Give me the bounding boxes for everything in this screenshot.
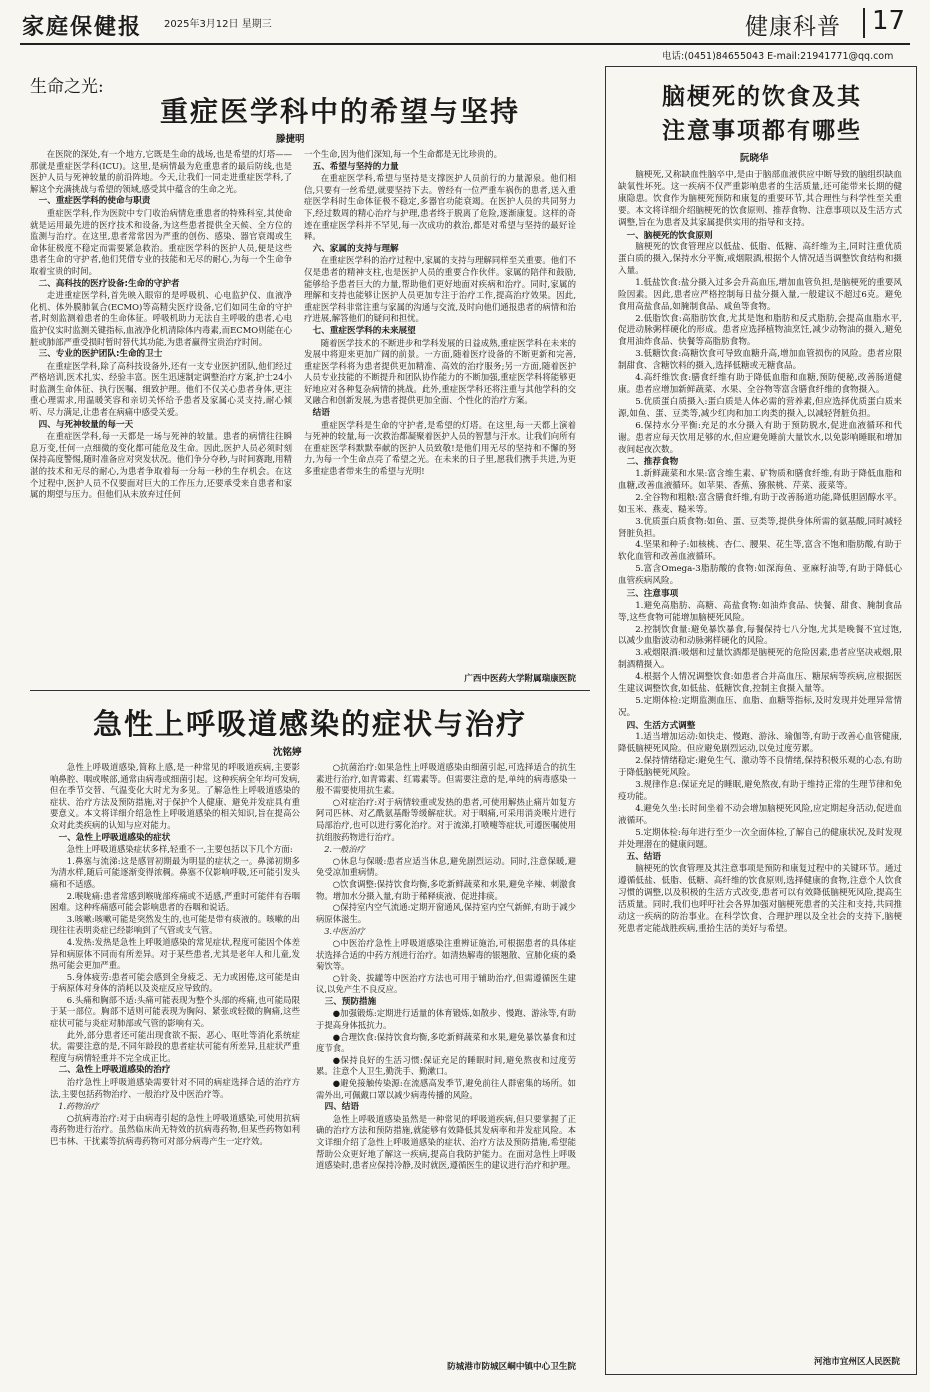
article3-author: 阮晓华: [740, 153, 769, 164]
paragraph: 3.低糖饮食:高糖饮食可导致血糖升高,增加血管损伤的风险。患者应限制甜食、含糖饮料的摄入,选择低糖或无糖食品。: [618, 349, 902, 372]
paragraph: 脑梗死的饮食管理及其注意事项是预防和康复过程中的关键环节。通过遵循低盐、低脂、低糖、高纤维的饮食原则,选择健康的食物,注意个人饮食习惯的调整,以及积极的生活方式改变,患者可以有效降低脑梗死风险,提高生活质量。同时,我们也呼吁社会各界加强对脑梗死患者的关注和支持,共同推动这一疾病的防治事业。在科学饮食、合理护理以及全社会的支持下,脑梗死患者定能战胜疾病,重拾生活的美好与希望。: [618, 864, 902, 934]
paragraph: ○抗菌治疗:如果急性上呼吸道感染由细菌引起,可选择适合的抗生素进行治疗,如青霉素、红霉素等。但需要注意的是,单纯的病毒感染一般不需要使用抗生素。: [316, 762, 576, 796]
paragraph: 3.规律作息:保证充足的睡眠,避免熬夜,有助于维持正常的生理节律和免疫功能。: [618, 779, 902, 802]
paragraph: 重症医学科,作为医院中专门收治病情危重患者的特殊科室,其使命就是运用最先进的医疗技术和设备,为这些患者提供全天候、全方位的监测与治疗。在这里,患者常常因为严重的创伤、感染、器官衰竭或生命体征极度不稳定而需要紧急救治。重症医学科的医护人员,便是这些患者生命的守护者,他们凭借专业的技能和无尽的耐心,为每一个生命争取着宝贵的时间。: [30, 207, 292, 276]
paragraph: 在重症医学科,每一天都是一场与死神的较量。患者的病情往往瞬息万变,任何一点细微的变化都可能危及生命。因此,医护人员必须时刻保持高度警惕,随时准备应对突发状况。他们争分夺秒,与时间赛跑,用精湛的技术和无尽的耐心,为患者争取着每一分每一秒的生存机会。在这个过程中,医护人员不仅要面对巨大的工作压力,还要承受来自患者和家属的期望与压力。但他们从未放弃过任何: [30, 431, 292, 500]
contact-info: 电话:(0451)84655043 E-mail:21941771@qq.com: [662, 51, 894, 62]
paragraph: ○抗病毒治疗:对于由病毒引起的急性上呼吸道感染,可使用抗病毒药物进行治疗。虽然临床尚无特效的抗病毒药物,但某些药物如利巴韦林、干扰素等抗病毒药物可对部分病毒产生一定疗效。: [50, 1112, 300, 1146]
article2-title: 急性上呼吸道感染的症状与治疗: [92, 707, 527, 741]
paragraph: 在重症医学科,除了高科技设备外,还有一支专业医护团队,他们经过严格培训,医术扎实、经验丰富。医生迅速制定调整治疗方案,护士24小时监测生命体征、执行医嘱、细致护理。他们不仅关心患者身体,更注重心理需求,用温暖笑容和亲切关怀给予患者及家属心灵支持,耐心倾听、尽力满足,让患者在病痛中感受关爱。: [30, 360, 292, 418]
paragraph: 2.控制饮食量:避免暴饮暴食,每餐保持七八分饱,尤其是晚餐不宜过饱,以减少血脂波动和动脉粥样硬化的风险。: [618, 624, 902, 647]
paragraph: 5.富含Omega-3脂肪酸的食物:如深海鱼、亚麻籽油等,有助于降低心血管疾病风险。: [618, 564, 902, 587]
paragraph: 1.低盐饮食:盐分摄入过多会升高血压,增加血管负担,是脑梗死的重要风险因素。因此,患者应严格控制每日盐分摄入量,一般建议不超过6克。避免食用高盐食品,如腌制食品、咸鱼等食物。: [618, 277, 902, 312]
section-heading: 结语: [312, 408, 330, 419]
paragraph: ○休息与保暖:患者应适当休息,避免剧烈运动。同时,注意保暖,避免受凉加重病情。: [316, 855, 576, 878]
paragraph: 5.定期体检:定期监测血压、血脂、血糖等指标,及时发现并处理异常情况。: [618, 695, 902, 718]
paragraph: 6.保持水分平衡:充足的水分摄入有助于预防脱水,促进血液循环和代谢。患者应每天饮用足够的水,但应避免睡前大量饮水,以免影响睡眠和增加夜间起夜次数。: [618, 420, 902, 455]
section-name: 健康科普: [745, 14, 841, 40]
paragraph: ●加强锻炼:定期进行适量的体育锻炼,如散步、慢跑、游泳等,有助于提高身体抵抗力。: [316, 1008, 576, 1031]
section-heading: 三、专业的医护团队:生命的卫士: [38, 349, 163, 360]
paragraph: 5.身体疲劳:患者可能会感到全身疲乏、无力或困倦,这可能是由于病原体对身体的消耗以及炎症反应导致的。: [50, 971, 300, 994]
paragraph: 1.避免高脂肪、高糖、高盐食物:如油炸食品、快餐、甜食、腌制食品等,这些食物可能增加脑梗死风险。: [618, 600, 902, 623]
paragraph: 5.定期体检:每年进行至少一次全面体检,了解自己的健康状况,及时发现并处理潜在的健康问题。: [618, 827, 902, 850]
subsection-heading: 3.中医治疗: [324, 926, 365, 937]
subsection-heading: 2.一般治疗: [324, 844, 365, 855]
section-heading: 二、高科技的医疗设备:生命的守护者: [38, 278, 180, 289]
paragraph: 一个生命,因为他们深知,每一个生命都是无比珍贵的。: [304, 149, 502, 159]
article1-kicker: 生命之光:: [30, 77, 104, 97]
paragraph: 急性上呼吸道感染,简称上感,是一种常见的呼吸道疾病,主要影响鼻腔、咽或喉部,通常由病毒或细菌引起。这种疾病全年均可发病,但在季节交替、气温变化大时尤为多见。了解急性上呼吸道感染的症状、治疗方法及预防措施,对于保护个人健康、避免并发症具有重要意义。本文将详细介绍急性上呼吸道感染的相关知识,旨在提高公众对此类疾病的认知与应对能力。: [50, 762, 300, 830]
paragraph: ○针灸、拔罐等中医治疗方法也可用于辅助治疗,但需遵循医生建议,以免产生不良反应。: [316, 972, 576, 995]
paragraph: 1.新鲜蔬菜和水果:富含维生素、矿物质和膳食纤维,有助于降低血脂和血糖,改善血液循环。如苹果、香蕉、猕猴桃、芹菜、菠菜等。: [618, 469, 902, 491]
paragraph: 在重症医学科,希望与坚持是支撑医护人员前行的力量源泉。他们相信,只要有一丝希望,就要坚持下去。曾经有一位严重车祸伤的患者,送入重症医学科时生命体征极不稳定,多器官功能衰竭。在医护人员的共同努力下,经过数周的精心治疗与护理,患者终于脱离了危险,逐渐康复。这样的奇迹在重症医学科并不罕见,每一次成功的救治,都是对希望与坚持的最好诠释。: [304, 173, 576, 242]
paragraph: ○对症治疗:对于病情较重或发热的患者,可使用解热止痛片如复方阿司匹林、对乙酰氨基酚等缓解症状。对于咽痛,可采用消炎喉片进行局部治疗,也可以进行雾化治疗。对于流涕,打喷嚏等症状,可遵医嘱使用抗组胺药物进行治疗。: [316, 796, 576, 842]
paragraph: 5.优质蛋白质摄入:蛋白质是人体必需的营养素,但应选择优质蛋白质来源,如鱼、蛋、豆类等,减少红肉和加工肉类的摄入,以减轻肾脏负担。: [618, 396, 902, 419]
article2-column-1: [50, 762, 300, 1380]
section-heading: 三、预防措施: [324, 996, 377, 1007]
article1-column-1: [30, 149, 292, 689]
section-heading: 四、结语: [324, 1102, 359, 1113]
paragraph: 在医院的深处,有一个地方,它既是生命的战场,也是希望的灯塔——那就是重症医学科(ICU)。这里,是病情最为危重患者的最后防线,也是医护人员与死神较量的前沿阵地。今天,让我们一同走进重症医学科,了解这个充满挑战与希望的领域,感受其中蕴含的生命之光。: [30, 149, 292, 194]
paragraph: 脑梗死,又称缺血性脑卒中,是由于脑部血液供应中断导致的脑组织缺血缺氧性坏死。这一疾病不仅严重影响患者的生活质量,还可能带来长期的健康隐患。饮食作为脑梗死预防和康复的重要环节,其合理性与科学性至关重要。本文将详细介绍脑梗死的饮食原则、推荐食物、注意事项以及生活方式调整,旨在为患者及其家属提供实用的指导和支持。: [618, 170, 902, 228]
section-heading: 五、希望与坚持的力量: [312, 161, 399, 172]
article-separator: [30, 690, 590, 691]
article1-author: 滕捷明: [276, 134, 305, 145]
section-heading: 二、推荐食物: [626, 457, 679, 468]
paragraph: 重症医学科是生命的守护者,是希望的灯塔。在这里,每一天都上演着与死神的较量,每一次救治都凝聚着医护人员的智慧与汗水。让我们向所有在重症医学科默默奉献的医护人员致敬!是他们用无尽的坚持和不懈的努力,为每一个生命点亮了希望之光。在未来的日子里,愿我们携手共进,为更多重症患者带来生的希望与光明!: [304, 419, 576, 477]
article2-signature: 防城港市防城区峒中镇中心卫生院: [447, 1362, 576, 1372]
paragraph: 3.优质蛋白质食物:如鱼、蛋、豆类等,提供身体所需的氨基酸,同时减轻肾脏负担。: [618, 516, 902, 539]
paragraph: 走进重症医学科,首先映入眼帘的是呼吸机、心电监护仪、血液净化机、体外膜肺氧合(ECMO)等高精尖医疗设备,它们如同生命的守护者,时刻监测着患者的生命体征。呼吸机助力无法自主呼吸的患者,心电监护仪实时监测关键指标,血液净化机清除体内毒素,而ECMO则能在心脏或肺部严重受损时暂时替代其功能,为患者赢得宝贵治疗时间。: [30, 290, 292, 347]
paragraph: 4.高纤维饮食:膳食纤维有助于降低血脂和血糖,预防便秘,改善肠道健康。患者应增加新鲜蔬菜、水果、全谷物等富含膳食纤维的食物摄入。: [618, 373, 902, 395]
paragraph: 4.坚果和种子:如核桃、杏仁、腰果、花生等,富含不饱和脂肪酸,有助于软化血管和改善血液循环。: [618, 540, 902, 563]
paragraph: 4.发热:发热是急性上呼吸道感染的常见症状,程度可能因个体差异和病原体不同而有所差异。对于某些患者,尤其是老年人和儿童,发热可能会更加严重。: [50, 936, 300, 971]
article3-signature: 河池市宜州区人民医院: [814, 1357, 900, 1367]
paragraph: 2.保持情绪稳定:避免生气、激动等不良情绪,保持积极乐观的心态,有助于降低脑梗死风险。: [618, 756, 902, 779]
section-heading: 四、生活方式调整: [626, 720, 696, 731]
paragraph: 1.鼻塞与流涕:这是感冒初期最为明显的症状之一。鼻涕初期多为清水样,随后可能逐渐变得浓稠。鼻塞不仅影响呼吸,还可能引发头痛和不适感。: [50, 855, 300, 889]
section-heading: 一、急性上呼吸道感染的症状: [58, 832, 171, 843]
paragraph: ○饮食调整:保持饮食均衡,多吃新鲜蔬菜和水果,避免辛辣、刺激食物。增加水分摄入量,有助于稀释痰液、促进排痰。: [316, 878, 576, 901]
paragraph: 3.戒烟限酒:吸烟和过量饮酒都是脑梗死的危险因素,患者应坚决戒烟,限制酒精摄入。: [618, 648, 902, 671]
paragraph: 2.全谷物和粗粮:富含膳食纤维,有助于改善肠道功能,降低胆固醇水平。如玉米、燕麦、糙米等。: [618, 492, 902, 515]
paragraph: ●避免接触传染源:在流感高发季节,避免前往人群密集的场所。如需外出,可佩戴口罩以减少病毒传播的风险。: [316, 1078, 576, 1100]
paragraph: ●合理饮食:保持饮食均衡,多吃新鲜蔬菜和水果,避免暴饮暴食和过度节食。: [316, 1031, 576, 1054]
paragraph: ○保持室内空气流通:定期开窗通风,保持室内空气新鲜,有助于减少病原体滋生。: [316, 902, 576, 924]
paragraph: 3.咳嗽:咳嗽可能是突然发生的,也可能是带有痰液的。咳嗽的出现往往表明炎症已经影响到了气管或支气管。: [50, 913, 300, 936]
paragraph: 此外,部分患者还可能出现食欲不振、恶心、呕吐等消化系统症状。需要注意的是,不同年龄段的患者症状可能有所差异,且症状严重程度与病情轻重并不完全成正比。: [50, 1029, 300, 1063]
section-heading: 一、脑梗死的饮食原则: [626, 230, 713, 241]
paragraph: 4.避免久坐:长时间坐着不动会增加脑梗死风险,应定期起身活动,促进血液循环。: [618, 803, 902, 826]
article1-signature: 广西中医药大学附属瑞康医院: [464, 674, 576, 684]
header-divider: [863, 8, 865, 38]
paragraph: 治疗急性上呼吸道感染需要针对不同的病症选择合适的治疗方法,主要包括药物治疗、一般治疗及中医治疗等。: [50, 1077, 300, 1099]
paragraph: 急性上呼吸道感染症状多样,轻重不一,主要包括以下几个方面:: [66, 844, 293, 855]
paper-name: 家庭保健报: [22, 15, 143, 40]
article3-title: [612, 80, 912, 148]
section-heading: 三、注意事项: [626, 589, 679, 600]
section-heading: 一、重症医学科的使命与职责: [38, 196, 151, 207]
paragraph: 脑梗死的饮食管理应以低盐、低脂、低糖、高纤维为主,同时注重优质蛋白质的摄入,保持水分平衡,戒烟限酒,根据个人情况适当调整饮食结构和摄入量。: [618, 242, 902, 276]
paragraph: ●保持良好的生活习惯:保证充足的睡眠时间,避免熬夜和过度劳累。注意个人卫生,勤洗手、勤漱口。: [316, 1054, 576, 1077]
article3-body: [618, 170, 902, 1352]
section-heading: 二、急性上呼吸道感染的治疗: [58, 1065, 171, 1076]
section-heading: 四、与死神较量的每一天: [38, 419, 134, 430]
article3-title-line-1: 脑梗死的饮食及其: [662, 83, 862, 110]
paragraph: 在重症医学科的治疗过程中,家属的支持与理解同样至关重要。他们不仅是患者的精神支柱,也是医护人员的重要合作伙伴。家属的陪伴和鼓励,能够给予患者巨大的力量,帮助他们更好地面对疾病和治疗。同时,家属的理解和支持也能够让医护人员更加专注于治疗工作,提高治疗效果。因此,重症医学科非常注重与家属的沟通与交流,及时向他们通报患者的病情和治疗进展,解答他们的疑问和担忧。: [304, 255, 576, 324]
paragraph: 2.喉咙痛:患者常感到喉咙部疼痛或不适感,严重时可能伴有吞咽困难。这种疼痛感可能会影响患者的吞咽和说话。: [50, 890, 300, 913]
section-heading: 六、家属的支持与理解: [312, 243, 399, 254]
article1-title: 重症医学科中的希望与坚持: [159, 95, 520, 128]
paragraph: 6.头痛和胸部不适:头痛可能表现为整个头部的疼痛,也可能局限于某一部位。胸部不适则可能表现为胸闷、紧张或轻微的胸痛,这些症状可能与炎症对肺部或气管的影响有关。: [50, 994, 300, 1029]
paragraph: 急性上呼吸道感染虽然是一种常见的呼吸道疾病,但只要掌握了正确的治疗方法和预防措施,就能够有效降低其发病率和并发症风险。本文详细介绍了急性上呼吸道感染的症状、治疗方法及预防措施,希望能帮助公众更好地了解这一疾病,提高自我防护能力。在面对急性上呼吸道感染时,患者应保持冷静,及时就医,遵循医生的建议进行治疗和护理。: [316, 1113, 576, 1171]
paragraph: 4.根据个人情况调整饮食:如患者合并高血压、糖尿病等疾病,应根据医生建议调整饮食,如低盐、低糖饮食,控制主食摄入量等。: [618, 672, 902, 695]
paragraph: 1.适当增加运动:如快走、慢跑、游泳、瑜伽等,有助于改善心血管健康,降低脑梗死风险。但应避免剧烈运动,以免过度劳累。: [618, 732, 902, 755]
article3-title-line-2: 注意事项都有哪些: [662, 117, 862, 144]
paragraph: ○中医治疗急性上呼吸道感染注重辨证施治,可根据患者的具体症状选择合适的中药方剂进行治疗。如清热解毒的银翘散、宣肺化痰的桑菊饮等。: [316, 937, 576, 972]
page-number: 17: [872, 6, 906, 36]
article2-author: 沈铭婷: [273, 747, 302, 758]
issue-date: 2025年3月12日 星期三: [164, 19, 272, 30]
article1-column-2: [304, 149, 576, 669]
header-rule: [20, 43, 910, 45]
section-heading: 五、结语: [626, 852, 661, 863]
section-heading: 七、重症医学科的未来展望: [312, 325, 416, 336]
paragraph: 2.低脂饮食:高脂肪饮食,尤其是饱和脂肪和反式脂肪,会提高血脂水平,促进动脉粥样硬化的形成。患者应选择植物油烹饪,减少动物油的摄入,避免食用油炸食品、快餐等高脂肪食物。: [618, 313, 902, 348]
paragraph: 随着医学技术的不断进步和学科发展的日益成熟,重症医学科在未来的发展中将迎来更加广阔的前景。一方面,随着医疗设备的不断更新和完善,重症医学科将为患者提供更加精准、高效的治疗服务;另一方面,随着医护人员专业技能的不断提升和团队协作能力的不断加强,重症医学科将能够更好地应对各种复杂病情的挑战。此外,重症医学科还将注重与其他学科的交叉融合和创新发展,为患者提供更加全面、个性化的治疗方案。: [304, 337, 576, 406]
article2-column-2: [316, 762, 576, 1358]
subsection-heading: 1.药物治疗: [58, 1101, 99, 1112]
